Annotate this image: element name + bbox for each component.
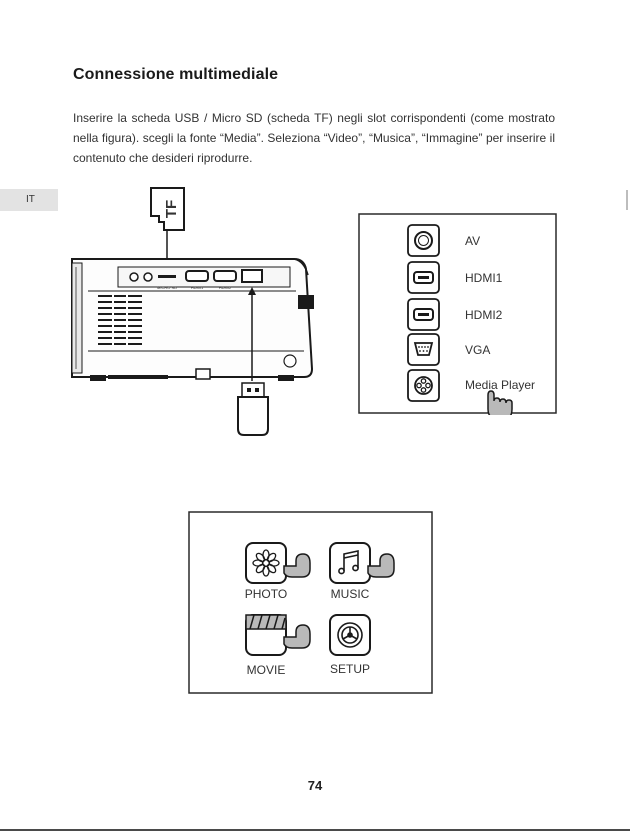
source-item-media-player-label: Media Player (465, 378, 536, 392)
hdmi-port-icon (414, 309, 433, 320)
usb-stick-icon (238, 383, 268, 435)
media-menu (188, 511, 434, 695)
tf-card-icon (151, 188, 184, 230)
setup-gear-icon (338, 623, 362, 647)
source-menu (358, 213, 558, 415)
av-port-icon (415, 232, 432, 249)
projector-figure (68, 183, 328, 443)
vga-port-icon (415, 343, 432, 355)
language-tab: IT (0, 189, 58, 211)
page-title: Connessione multimediale (73, 66, 279, 83)
instruction-paragraph: Inserire la scheda USB / Micro SD (scheda TF) negli slot corrispondenti (come mostrato nella figura). scegli la fonte “Media”. Seleziona “Video”, “Musica”, “Immagine” per inserire il contenuto che desideri riprodurre. (73, 111, 555, 165)
movie-clapper-icon (246, 615, 286, 629)
tf-card-label: TF (163, 199, 180, 219)
port-strip (118, 267, 290, 290)
media-item-photo-label: PHOTO (244, 587, 288, 601)
port-label-hdmi1: HDMI1 (190, 285, 204, 290)
source-item-av-label: AV (465, 234, 481, 248)
media-player-icon (415, 377, 432, 394)
source-item-hdmi2-label: HDMI2 (465, 308, 503, 322)
media-item-music-label: MUSIC (330, 587, 370, 601)
source-item-vga-label: VGA (465, 343, 491, 357)
media-item-setup[interactable] (330, 615, 370, 676)
page-edge-marker (626, 190, 628, 210)
media-item-movie-label: MOVIE (246, 663, 286, 677)
port-label-hdmi2: HDMI2 (218, 285, 232, 290)
bottom-rule (0, 829, 630, 831)
vent-grille (98, 293, 142, 347)
page-number: 74 (307, 778, 323, 793)
media-item-setup-label: SETUP (329, 662, 371, 676)
port-label-microsd: MICRO SD (157, 285, 177, 290)
source-item-hdmi1-label: HDMI1 (465, 271, 503, 285)
hdmi-port-icon (414, 272, 433, 283)
